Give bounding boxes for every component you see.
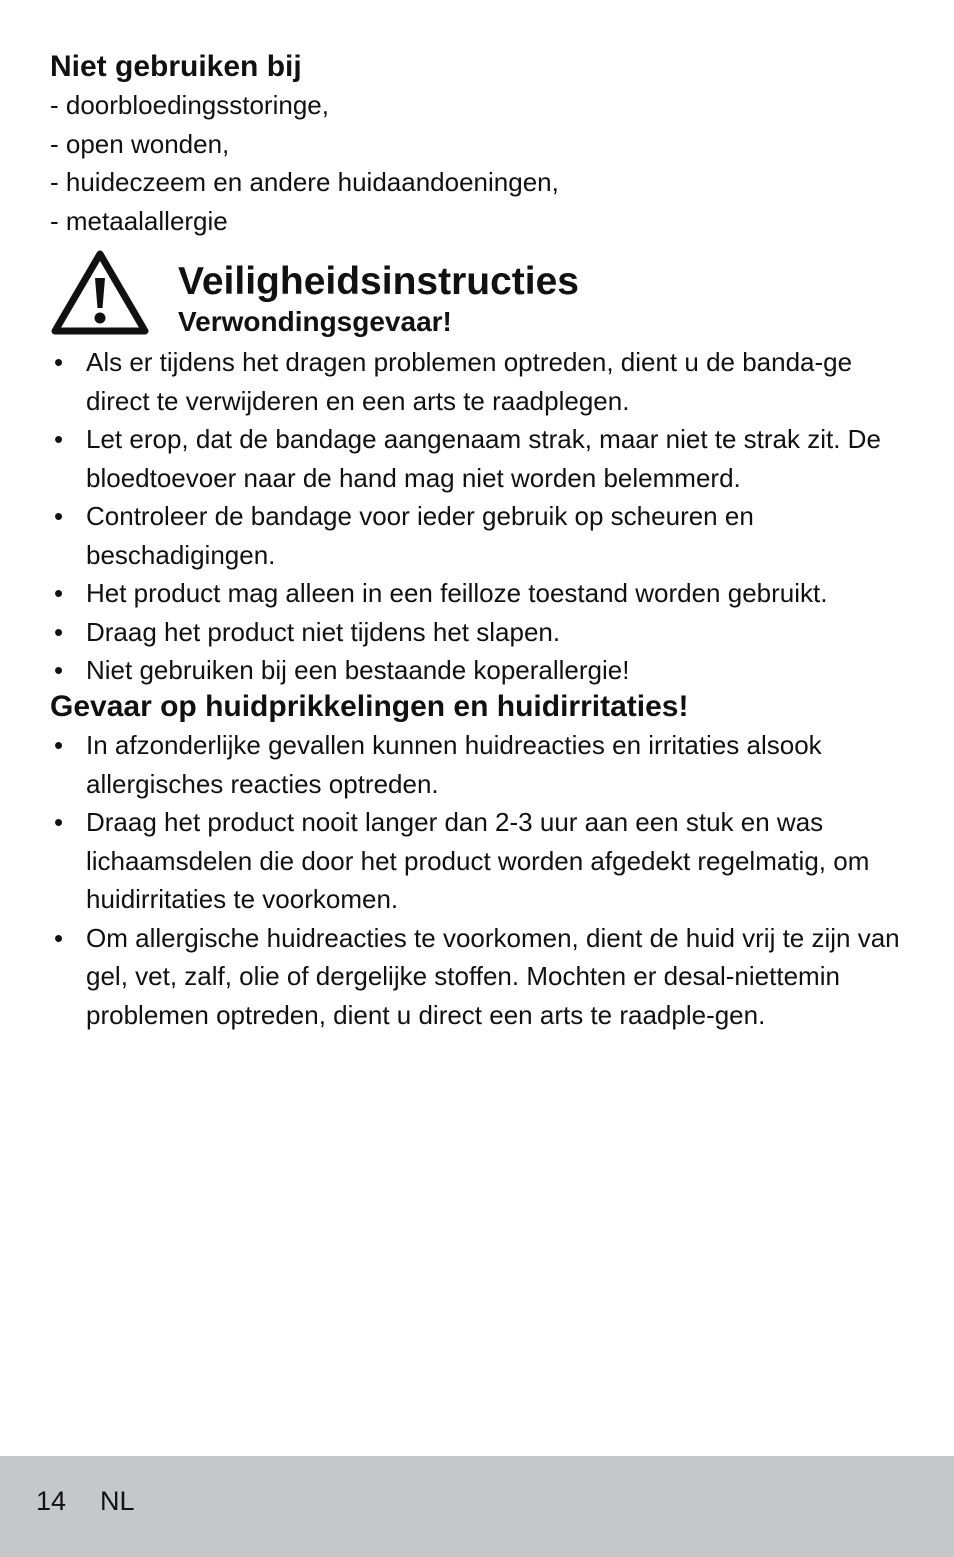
contraindications-section xyxy=(50,48,910,240)
skin-irritation-section xyxy=(50,688,910,1034)
skin-irritation-list xyxy=(50,726,910,1034)
contraindications-list xyxy=(50,86,910,240)
warning-triangle-icon xyxy=(50,248,150,336)
injury-hazard-subtitle: Verwondingsgevaar! xyxy=(178,306,452,337)
injury-hazard-section xyxy=(50,343,910,690)
skin-item: • Draag het product nooit langer dan 2-3 uur aan een stuk en was lichaamsdelen die door het product worden afgedekt regelmatig, om huidirritaties te voorkomen. xyxy=(50,803,910,919)
skin-item: • In afzonderlijke gevallen kunnen huidreacties en irritaties alsook allergisches reacties optreden. xyxy=(50,726,910,803)
injury-hazard-list xyxy=(50,343,910,690)
skin-item: • Om allergische huidreacties te voorkomen, dient de huid vrij te zijn van gel, vet, zalf, olie of dergelijke stoffen. Mochten er desal-niettemin problemen optreden, dient u direct een arts te raadple-gen. xyxy=(50,919,910,1035)
safety-item: • Let erop, dat de bandage aangenaam strak, maar niet te strak zit. De bloedtoevoer naar de hand mag niet worden belemmerd. xyxy=(50,420,910,497)
safety-item: • Als er tijdens het dragen problemen optreden, dient u de banda-ge direct te verwijderen en een arts te raadplegen. xyxy=(50,343,910,420)
language-code: NL xyxy=(100,1486,135,1516)
safety-title: Veiligheidsinstructies xyxy=(178,260,579,303)
safety-item: • Het product mag alleen in een feilloze toestand worden gebruikt. xyxy=(50,574,910,613)
contraindication-item: - huideczeem en andere huidaandoeningen, xyxy=(50,163,910,202)
page-number: 14 xyxy=(36,1486,67,1516)
skin-irritation-heading: Gevaar op huidprikkelingen en huidirritaties! xyxy=(50,690,689,723)
page-footer xyxy=(0,1456,954,1557)
safety-item: • Niet gebruiken bij een bestaande koperallergie! xyxy=(50,651,910,690)
contraindication-item: - metaalallergie xyxy=(50,202,910,241)
contraindication-item: - doorbloedingsstoringe, xyxy=(50,86,910,125)
contraindications-heading: Niet gebruiken bij xyxy=(50,50,302,83)
safety-item: • Controleer de bandage voor ieder gebruik op scheuren en beschadigingen. xyxy=(50,497,910,574)
safety-item: • Draag het product niet tijdens het slapen. xyxy=(50,613,910,652)
safety-header xyxy=(50,248,910,340)
contraindication-item: - open wonden, xyxy=(50,125,910,164)
